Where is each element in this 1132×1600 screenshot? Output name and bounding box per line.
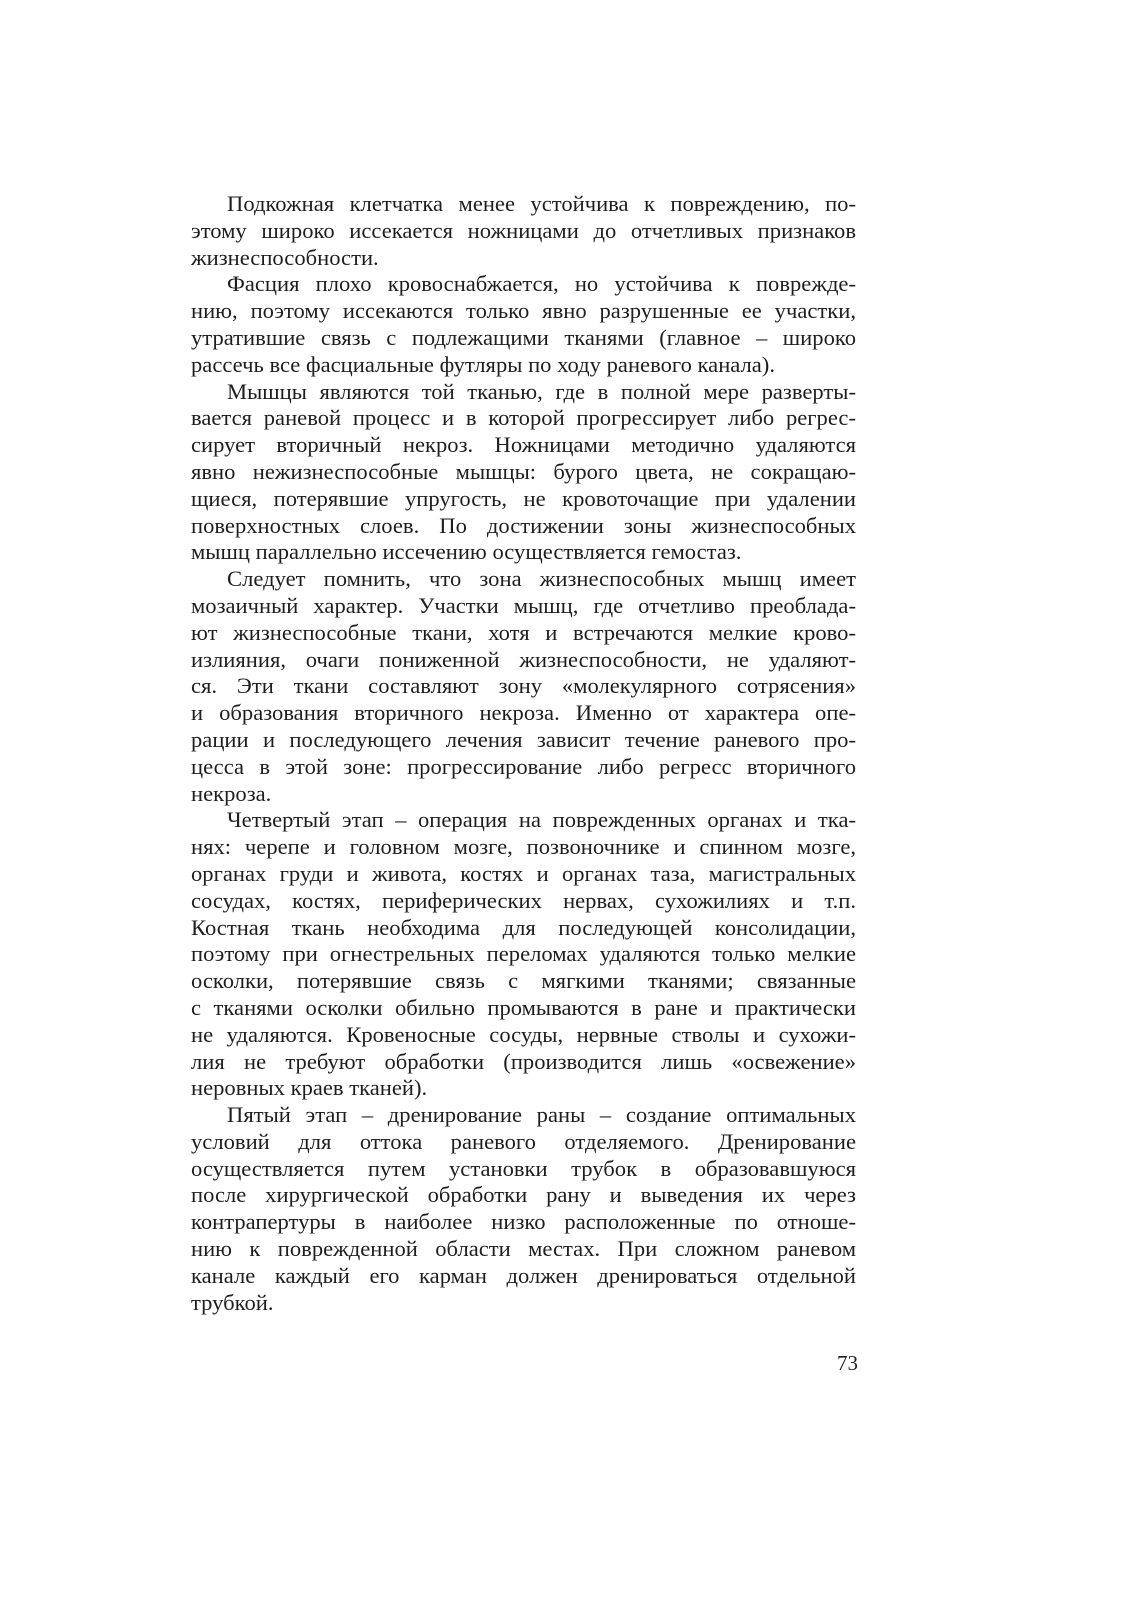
paragraph-muscles	[191, 379, 856, 567]
text-line: лия не требуют обработки (производится лишь «освежение»	[191, 1048, 856, 1074]
paragraph-fascia	[191, 271, 856, 378]
text-line: мышц параллельно иссечению осуществляется гемостаз.	[191, 539, 742, 565]
text-line: жизнеспособности.	[191, 244, 379, 270]
text-line: утратившие связь с подлежащими тканями (главное – широко	[191, 324, 856, 350]
text-line: щиеся, потерявшие упругость, не кровоточащие при удалении	[191, 485, 856, 511]
text-line: некроза.	[191, 780, 272, 806]
text-line: осуществляется путем установки трубок в образовавшуюся	[191, 1155, 856, 1181]
text-line: после хирургической обработки рану и выведения их через	[191, 1182, 856, 1208]
text-line: мозаичный характер. Участки мышц, где отчетливо преоблада-	[191, 592, 856, 618]
text-line: явно нежизнеспособные мышцы: бурого цвета, не сокращаю-	[191, 458, 856, 484]
text-line: и образования вторичного некроза. Именно от характера опе-	[191, 700, 856, 726]
text-line: ют жизнеспособные ткани, хотя и встречаются мелкие крово-	[191, 619, 856, 645]
text-line: условий для оттока раневого отделяемого. Дренирование	[191, 1128, 856, 1154]
text-line: излияния, очаги пониженной жизнеспособности, не удаляют-	[191, 646, 856, 672]
text-line: рассечь все фасциальные футляры по ходу раневого канала).	[191, 351, 775, 377]
text-line: вается раневой процесс и в которой прогрессирует либо регрес-	[191, 405, 856, 431]
text-line: трубкой.	[191, 1289, 274, 1315]
text-line: нях: черепе и головном мозге, позвоночнике и спинном мозге,	[191, 834, 856, 860]
text-line: Мышцы являются той тканью, где в полной мере разверты-	[227, 378, 856, 404]
text-line: Четвертый этап – операция на поврежденных органах и тка-	[227, 807, 856, 833]
text-line: контрапертуры в наиболее низко расположенные по отноше-	[191, 1209, 856, 1235]
text-line: не удаляются. Кровеносные сосуды, нервные стволы и сухожи-	[191, 1021, 856, 1047]
text-line: осколки, потерявшие связь с мягкими тканями; связанные	[191, 968, 856, 994]
text-line: неровных краев тканей).	[191, 1075, 428, 1101]
text-line: Подкожная клетчатка менее устойчива к повреждению, по-	[227, 191, 856, 216]
text-line: сосудах, костях, периферических нервах, сухожилиях и т.п.	[191, 887, 856, 913]
text-line: нию, поэтому иссекаются только явно разрушенные ее участки,	[191, 298, 856, 324]
text-line: Пятый этап – дренирование раны – создание оптимальных	[227, 1102, 856, 1128]
text-line: сирует вторичный некроз. Ножницами методично удаляются	[191, 432, 856, 458]
page-number: 73	[837, 1351, 858, 1375]
paragraph-subcutaneous-tissue	[191, 191, 856, 271]
text-line: нию к поврежденной области местах. При сложном раневом	[191, 1236, 856, 1262]
text-line: Фасция плохо кровоснабжается, но устойчива к поврежде-	[227, 271, 856, 297]
text-line: канале каждый его карман должен дренироваться отдельной	[191, 1262, 856, 1288]
paragraph-viable-muscle-zone	[191, 566, 856, 807]
text-line: Следует помнить, что зона жизнеспособных мышц имеет	[227, 566, 856, 592]
text-line: цесса в этой зоне: прогрессирование либо регресс вторичного	[191, 753, 856, 779]
paragraph-fifth-stage	[191, 1102, 856, 1316]
text-line: Костная ткань необходима для последующей консолидации,	[191, 914, 856, 940]
text-line: поверхностных слоев. По достижении зоны жизнеспособных	[191, 512, 856, 538]
text-line: с тканями осколки обильно промываются в ране и практически	[191, 994, 856, 1020]
text-line: рации и последующего лечения зависит течение раневого про-	[191, 726, 856, 752]
text-line: этому широко иссекается ножницами до отчетливых признаков	[191, 217, 856, 243]
text-line: органах груди и живота, костях и органах таза, магистральных	[191, 860, 856, 886]
text-line: поэтому при огнестрельных переломах удаляются только мелкие	[191, 941, 856, 967]
body-text	[191, 191, 856, 1316]
paragraph-fourth-stage	[191, 807, 856, 1102]
text-line: ся. Эти ткани составляют зону «молекулярного сотрясения»	[191, 673, 856, 699]
